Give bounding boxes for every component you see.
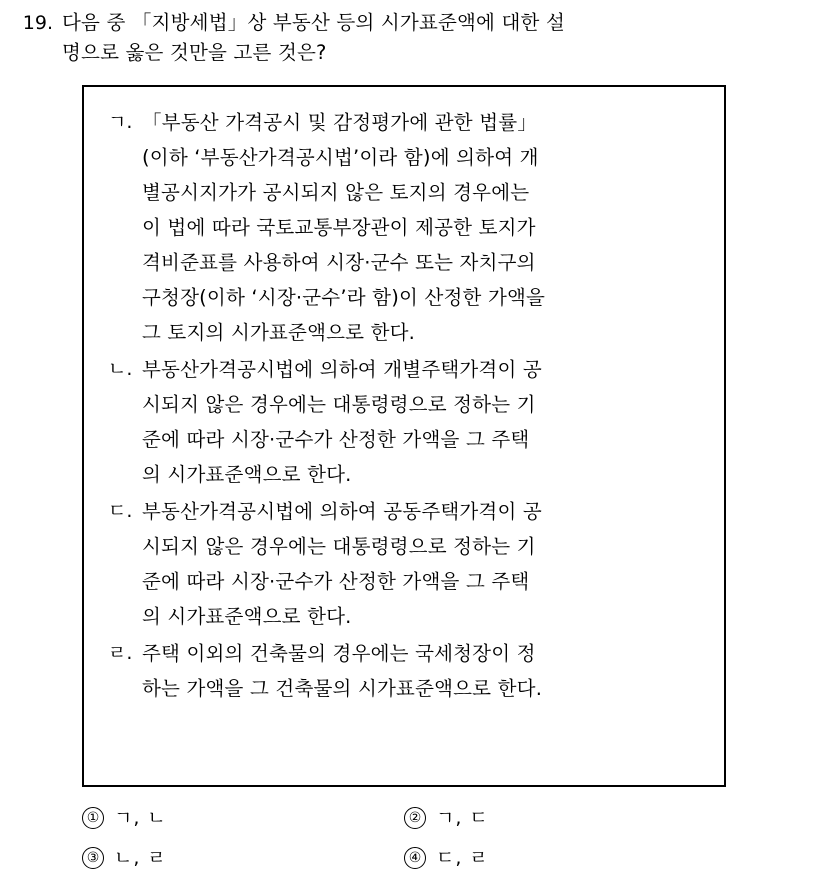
- statement-line: 시되지 않은 경우에는 대통령령으로 정하는 기: [142, 535, 536, 558]
- statement-line: 의 시가표준액으로 한다.: [142, 463, 352, 486]
- statement-item: [106, 636, 706, 706]
- statement-marker: ㄹ.: [108, 642, 133, 664]
- statement-line: 시되지 않은 경우에는 대통령령으로 정하는 기: [142, 393, 536, 416]
- statement-line: 이 법에 따라 국토교통부장관이 제공한 토지가: [142, 216, 536, 239]
- choice-number: ②: [404, 807, 426, 829]
- choice-row: [82, 845, 726, 871]
- answer-choices: [82, 805, 726, 885]
- choice-option-4[interactable]: [404, 845, 726, 871]
- statement-line: 그 토지의 시가표준액으로 한다.: [142, 321, 416, 344]
- statement-line: (이하 ‘부동산가격공시법’이라 함)에 의하여 개: [142, 146, 539, 169]
- statement-line: 준에 따라 시장·군수가 산정한 가액을 그 주택: [142, 428, 530, 451]
- statement-line: 준에 따라 시장·군수가 산정한 가액을 그 주택: [142, 570, 530, 593]
- choice-row: [82, 805, 726, 831]
- statement-line: 「부동산 가격공시 및 감정평가에 관한 법률」: [142, 111, 538, 134]
- statement-item: [106, 494, 706, 634]
- choice-option-3[interactable]: [82, 845, 404, 871]
- question-text: [62, 8, 808, 68]
- choice-number: ①: [82, 807, 104, 829]
- statement-line: 의 시가표준액으로 한다.: [142, 605, 352, 628]
- question-text-line-2: 명으로 옳은 것만을 고른 것은?: [62, 41, 327, 64]
- statement-line: 주택 이외의 건축물의 경우에는 국세청장이 정: [142, 642, 536, 665]
- statement-marker: ㄴ.: [108, 358, 133, 380]
- statement-marker: ㄱ.: [108, 111, 133, 133]
- statement-item: [106, 352, 706, 492]
- question-stem: [18, 8, 808, 68]
- statement-line: 격비준표를 사용하여 시장·군수 또는 자치구의: [142, 251, 536, 274]
- statement-body: [142, 494, 706, 634]
- statement-line: 구청장(이하 ‘시장·군수’라 함)이 산정한 가액을: [142, 286, 546, 309]
- statement-body: [142, 636, 706, 706]
- question-number: 19.: [22, 12, 53, 34]
- statement-marker: ㄷ.: [108, 500, 133, 522]
- statements-list: [84, 87, 724, 718]
- statement-body: [142, 352, 706, 492]
- statement-item: [106, 105, 706, 350]
- statements-box: [82, 85, 726, 787]
- choice-label: ㄴ, ㄹ: [114, 847, 167, 869]
- choice-number: ④: [404, 847, 426, 869]
- choice-label: ㄱ, ㄴ: [114, 807, 167, 829]
- choice-number: ③: [82, 847, 104, 869]
- choice-option-2[interactable]: [404, 805, 726, 831]
- choice-option-1[interactable]: [82, 805, 404, 831]
- statement-line: 부동산가격공시법에 의하여 개별주택가격이 공: [142, 358, 542, 381]
- question-text-line-1: 다음 중 「지방세법」상 부동산 등의 시가표준액에 대한 설: [62, 11, 566, 34]
- choice-label: ㄱ, ㄷ: [436, 807, 489, 829]
- statement-body: [142, 105, 706, 350]
- choice-label: ㄷ, ㄹ: [436, 847, 489, 869]
- statement-line: 별공시지가가 공시되지 않은 토지의 경우에는: [142, 181, 530, 204]
- statement-line: 하는 가액을 그 건축물의 시가표준액으로 한다.: [142, 677, 543, 700]
- statement-line: 부동산가격공시법에 의하여 공동주택가격이 공: [142, 500, 542, 523]
